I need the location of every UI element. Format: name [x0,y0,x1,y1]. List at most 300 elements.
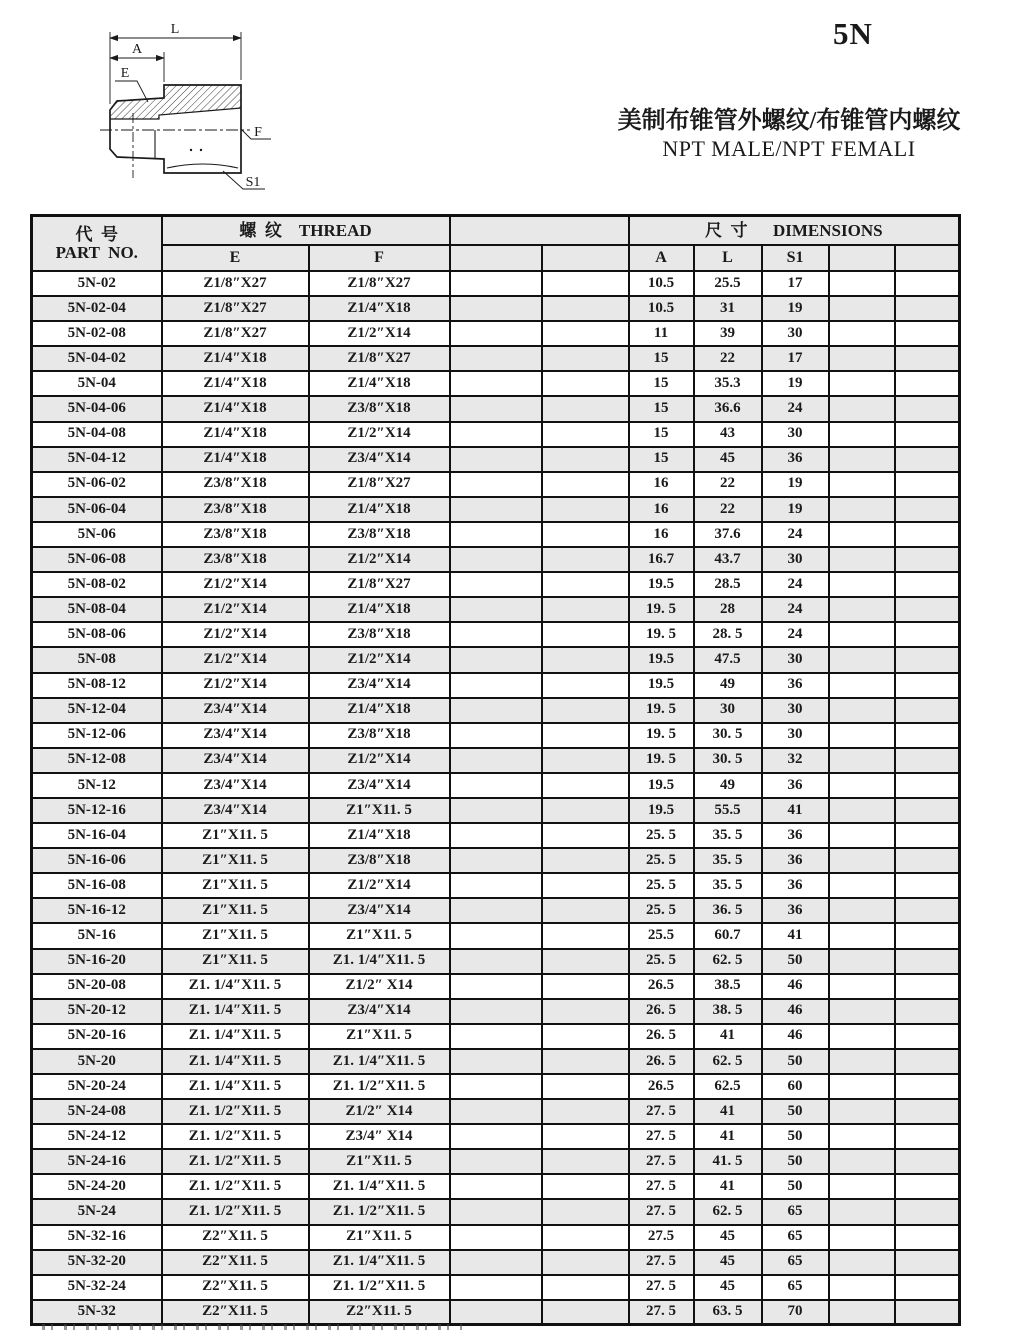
cell-a: 16.7 [629,547,694,572]
cell-sp3 [829,647,895,672]
cell-f: Z1/2″X14 [309,748,450,773]
cell-part: 5N-04-06 [32,396,162,421]
cell-e: Z1. 1/4″X11. 5 [162,1024,309,1049]
cell-sp3 [829,1074,895,1099]
cell-e: Z1. 1/2″X11. 5 [162,1149,309,1174]
cell-s1: 36 [762,873,829,898]
table-row [32,848,960,873]
cell-a: 19.5 [629,572,694,597]
cell-a: 25. 5 [629,873,694,898]
cell-sp4 [895,447,960,472]
cell-sp3 [829,447,895,472]
cell-s1: 32 [762,748,829,773]
dim-label-E: E [120,66,130,81]
table-row [32,1174,960,1199]
cell-sp2 [542,321,629,346]
cell-sp4 [895,823,960,848]
cell-part: 5N-08-12 [32,673,162,698]
cell-part: 5N-32-24 [32,1275,162,1300]
cell-l: 35. 5 [694,848,762,873]
cell-sp4 [895,873,960,898]
header-col-empty [542,245,629,271]
header-col-a: A [629,245,694,271]
cell-e: Z1/4″X18 [162,422,309,447]
cell-sp2 [542,949,629,974]
cell-e: Z1. 1/4″X11. 5 [162,999,309,1024]
cell-a: 27. 5 [629,1275,694,1300]
table-row [32,748,960,773]
cell-l: 30. 5 [694,723,762,748]
cell-sp4 [895,1099,960,1124]
cell-a: 25.5 [629,923,694,948]
cell-sp1 [450,999,542,1024]
cell-f: Z3/8″X18 [309,622,450,647]
cell-sp3 [829,848,895,873]
table-row [32,698,960,723]
cell-e: Z1/4″X18 [162,371,309,396]
table-row [32,723,960,748]
cell-e: Z1. 1/4″X11. 5 [162,1074,309,1099]
cell-f: Z1″X11. 5 [309,1225,450,1250]
cell-sp4 [895,547,960,572]
cell-s1: 65 [762,1225,829,1250]
cell-s1: 17 [762,271,829,296]
cell-sp3 [829,396,895,421]
cell-a: 15 [629,371,694,396]
cell-sp1 [450,798,542,823]
cell-f: Z1/4″X18 [309,698,450,723]
cell-sp2 [542,396,629,421]
cell-f: Z1/4″X18 [309,371,450,396]
cell-e: Z2″X11. 5 [162,1275,309,1300]
table-row [32,497,960,522]
cell-s1: 24 [762,622,829,647]
cell-s1: 65 [762,1275,829,1300]
cell-sp1 [450,748,542,773]
cell-l: 22 [694,497,762,522]
cell-f: Z3/8″X18 [309,396,450,421]
cell-f: Z1/2″X14 [309,647,450,672]
cell-sp1 [450,422,542,447]
parts-table-container [30,214,958,1326]
cell-sp1 [450,622,542,647]
cell-part: 5N-04-08 [32,422,162,447]
cell-sp1 [450,396,542,421]
cell-a: 19.5 [629,798,694,823]
cell-sp4 [895,472,960,497]
cell-sp4 [895,848,960,873]
cell-l: 39 [694,321,762,346]
table-row [32,1250,960,1275]
cell-part: 5N-32 [32,1300,162,1325]
table-row [32,547,960,572]
cell-part: 5N-16-04 [32,823,162,848]
cell-e: Z2″X11. 5 [162,1250,309,1275]
cell-part: 5N-02 [32,271,162,296]
cell-part: 5N-12-04 [32,698,162,723]
cell-f: Z1/2″X14 [309,321,450,346]
cell-s1: 17 [762,346,829,371]
cell-part: 5N-20-08 [32,974,162,999]
cell-sp4 [895,1225,960,1250]
cell-sp3 [829,1099,895,1124]
cell-e: Z3/8″X18 [162,522,309,547]
cell-sp3 [829,371,895,396]
cell-l: 41. 5 [694,1149,762,1174]
cell-s1: 19 [762,296,829,321]
cell-sp1 [450,898,542,923]
cell-f: Z1. 1/4″X11. 5 [309,949,450,974]
cell-sp2 [542,798,629,823]
cell-sp2 [542,1174,629,1199]
cell-s1: 36 [762,773,829,798]
table-row [32,522,960,547]
cell-e: Z1. 1/2″X11. 5 [162,1174,309,1199]
cell-e: Z1/4″X18 [162,447,309,472]
cell-sp2 [542,271,629,296]
cell-s1: 36 [762,898,829,923]
cell-sp3 [829,748,895,773]
cell-sp4 [895,572,960,597]
cell-sp1 [450,522,542,547]
table-row [32,597,960,622]
table-row [32,346,960,371]
cell-sp2 [542,748,629,773]
cell-f: Z1/2″ X14 [309,974,450,999]
cell-sp3 [829,798,895,823]
cell-f: Z1/8″X27 [309,346,450,371]
cell-s1: 36 [762,823,829,848]
cell-sp3 [829,497,895,522]
cell-sp4 [895,396,960,421]
cell-f: Z3/4″X14 [309,898,450,923]
hex-mark [200,149,202,151]
cell-l: 36. 5 [694,898,762,923]
cell-part: 5N-24-12 [32,1124,162,1149]
cell-l: 28.5 [694,572,762,597]
cell-part: 5N-08-04 [32,597,162,622]
series-code: 5N [833,16,873,51]
table-row [32,271,960,296]
cell-sp1 [450,547,542,572]
cell-part: 5N-32-20 [32,1250,162,1275]
cell-f: Z3/4″ X14 [309,1124,450,1149]
table-row [32,823,960,848]
cell-e: Z2″X11. 5 [162,1300,309,1325]
cell-f: Z1/4″X18 [309,597,450,622]
cell-f: Z3/4″X14 [309,673,450,698]
fitting-technical-drawing [95,18,330,213]
cell-s1: 24 [762,396,829,421]
cell-a: 27. 5 [629,1099,694,1124]
cell-s1: 36 [762,848,829,873]
cell-part: 5N-06-08 [32,547,162,572]
cell-l: 30 [694,698,762,723]
cell-e: Z1/2″X14 [162,597,309,622]
cell-s1: 30 [762,647,829,672]
cell-sp4 [895,497,960,522]
cell-part: 5N-24-08 [32,1099,162,1124]
cell-s1: 30 [762,547,829,572]
cell-part: 5N-24-20 [32,1174,162,1199]
cell-sp3 [829,1124,895,1149]
cell-sp4 [895,974,960,999]
parts-table-body [32,271,960,1325]
cell-sp2 [542,999,629,1024]
cell-e: Z1. 1/2″X11. 5 [162,1124,309,1149]
cell-e: Z3/4″X14 [162,798,309,823]
cell-sp1 [450,1124,542,1149]
cell-sp4 [895,898,960,923]
cell-sp4 [895,723,960,748]
table-row [32,622,960,647]
cell-e: Z3/4″X14 [162,723,309,748]
cell-e: Z3/4″X14 [162,773,309,798]
cell-sp3 [829,873,895,898]
cell-sp2 [542,848,629,873]
cell-l: 49 [694,673,762,698]
cell-l: 31 [694,296,762,321]
cell-sp3 [829,999,895,1024]
cell-a: 11 [629,321,694,346]
cell-a: 25. 5 [629,949,694,974]
cell-sp2 [542,698,629,723]
cell-l: 37.6 [694,522,762,547]
table-row [32,396,960,421]
cell-sp3 [829,723,895,748]
cell-sp3 [829,597,895,622]
cell-sp4 [895,647,960,672]
cell-l: 60.7 [694,923,762,948]
cell-f: Z1. 1/2″X11. 5 [309,1074,450,1099]
cell-a: 19. 5 [629,723,694,748]
header-part-no [32,216,162,272]
cell-part: 5N-12-16 [32,798,162,823]
cell-sp1 [450,321,542,346]
cell-e: Z1/2″X14 [162,572,309,597]
cell-l: 62. 5 [694,949,762,974]
cell-sp2 [542,1074,629,1099]
cell-s1: 30 [762,698,829,723]
table-row [32,422,960,447]
cell-s1: 50 [762,1174,829,1199]
table-row [32,647,960,672]
cell-a: 26. 5 [629,999,694,1024]
table-row [32,798,960,823]
cell-sp1 [450,271,542,296]
header-col-empty [450,245,542,271]
cell-a: 15 [629,396,694,421]
hex-mark [190,149,192,151]
cell-part: 5N-20-24 [32,1074,162,1099]
cell-f: Z3/4″X14 [309,773,450,798]
cell-sp3 [829,547,895,572]
cell-a: 27. 5 [629,1300,694,1325]
table-row [32,1099,960,1124]
cell-sp2 [542,296,629,321]
cell-a: 16 [629,522,694,547]
cell-l: 62.5 [694,1074,762,1099]
cell-sp3 [829,346,895,371]
cell-l: 47.5 [694,647,762,672]
cell-part: 5N-08-02 [32,572,162,597]
cell-a: 19. 5 [629,622,694,647]
cell-sp1 [450,597,542,622]
cell-sp1 [450,346,542,371]
table-row [32,673,960,698]
cell-sp2 [542,547,629,572]
cell-e: Z1/8″X27 [162,321,309,346]
cell-a: 16 [629,497,694,522]
dim-label-A: A [131,42,143,57]
cell-l: 41 [694,1174,762,1199]
cell-sp2 [542,597,629,622]
cell-sp2 [542,898,629,923]
cell-s1: 50 [762,949,829,974]
cell-part: 5N-12-08 [32,748,162,773]
cell-f: Z1/8″X27 [309,472,450,497]
cell-s1: 36 [762,447,829,472]
cell-sp3 [829,1149,895,1174]
cell-sp2 [542,1124,629,1149]
cell-e: Z1. 1/2″X11. 5 [162,1199,309,1224]
cell-e: Z1/8″X27 [162,296,309,321]
cell-sp3 [829,823,895,848]
cell-f: Z1/4″X18 [309,296,450,321]
cell-sp1 [450,1250,542,1275]
cell-l: 35. 5 [694,823,762,848]
cell-sp2 [542,773,629,798]
table-row [32,321,960,346]
dim-label-L: L [170,22,180,37]
cell-sp1 [450,974,542,999]
cell-sp4 [895,999,960,1024]
dim-label-S1: S1 [245,175,261,190]
table-row [32,296,960,321]
cell-sp2 [542,823,629,848]
title-english: NPT MALE/NPT FEMALI [662,136,916,161]
cell-e: Z1″X11. 5 [162,823,309,848]
cell-s1: 50 [762,1049,829,1074]
cell-sp2 [542,873,629,898]
cell-f: Z2″X11. 5 [309,1300,450,1325]
cell-part: 5N-04-12 [32,447,162,472]
cell-s1: 50 [762,1149,829,1174]
cell-a: 25. 5 [629,823,694,848]
cell-f: Z1/2″X14 [309,873,450,898]
cell-sp3 [829,271,895,296]
hex-chamfer-curve [167,164,238,168]
cell-sp1 [450,572,542,597]
table-row [32,1049,960,1074]
cell-e: Z1″X11. 5 [162,848,309,873]
cell-sp1 [450,1275,542,1300]
cell-sp4 [895,522,960,547]
cell-sp2 [542,647,629,672]
parts-table [30,214,961,1326]
cell-part: 5N-20-16 [32,1024,162,1049]
cell-part: 5N-04-02 [32,346,162,371]
cell-part: 5N-04 [32,371,162,396]
cell-s1: 19 [762,371,829,396]
cutoff-text-fragments [42,1324,462,1330]
cell-l: 35.3 [694,371,762,396]
header-dimensions: 尺 寸 DIMENSIONS [629,216,960,246]
cell-a: 27. 5 [629,1124,694,1149]
cell-f: Z3/8″X18 [309,723,450,748]
table-row [32,447,960,472]
cell-e: Z1″X11. 5 [162,898,309,923]
cell-sp3 [829,1225,895,1250]
table-row [32,873,960,898]
cell-sp2 [542,447,629,472]
cell-sp2 [542,346,629,371]
cell-sp4 [895,748,960,773]
cell-l: 25.5 [694,271,762,296]
cell-f: Z1. 1/4″X11. 5 [309,1250,450,1275]
cell-sp1 [450,497,542,522]
cell-sp3 [829,673,895,698]
cell-s1: 46 [762,999,829,1024]
cell-s1: 60 [762,1074,829,1099]
cell-sp1 [450,1024,542,1049]
cell-sp2 [542,1024,629,1049]
cell-l: 30. 5 [694,748,762,773]
cell-sp1 [450,1225,542,1250]
header-thread: 螺 纹 THREAD [162,216,450,246]
cell-f: Z1. 1/2″X11. 5 [309,1199,450,1224]
cell-l: 45 [694,447,762,472]
cell-sp3 [829,949,895,974]
cell-l: 41 [694,1124,762,1149]
cell-f: Z1. 1/4″X11. 5 [309,1049,450,1074]
header-col-l: L [694,245,762,271]
cell-sp4 [895,296,960,321]
cell-a: 15 [629,422,694,447]
cell-part: 5N-24 [32,1199,162,1224]
header-part-en: PART NO. [55,242,138,262]
cell-s1: 46 [762,974,829,999]
cell-e: Z1. 1/4″X11. 5 [162,1049,309,1074]
table-row [32,773,960,798]
cell-sp1 [450,472,542,497]
cell-s1: 24 [762,572,829,597]
cell-sp3 [829,698,895,723]
cell-sp4 [895,1049,960,1074]
cell-sp1 [450,1049,542,1074]
cell-a: 19. 5 [629,748,694,773]
cell-part: 5N-16-12 [32,898,162,923]
cell-sp2 [542,472,629,497]
cell-part: 5N-06 [32,522,162,547]
cell-sp4 [895,1149,960,1174]
cell-sp1 [450,1199,542,1224]
cell-f: Z1/4″X18 [309,497,450,522]
cell-l: 28. 5 [694,622,762,647]
cell-part: 5N-08-06 [32,622,162,647]
cell-sp1 [450,848,542,873]
cell-sp2 [542,1250,629,1275]
cell-sp4 [895,773,960,798]
cell-sp3 [829,296,895,321]
cell-s1: 46 [762,1024,829,1049]
cell-sp1 [450,447,542,472]
cell-sp2 [542,1225,629,1250]
cell-part: 5N-02-04 [32,296,162,321]
cell-part: 5N-06-02 [32,472,162,497]
table-row [32,1074,960,1099]
cell-sp3 [829,974,895,999]
